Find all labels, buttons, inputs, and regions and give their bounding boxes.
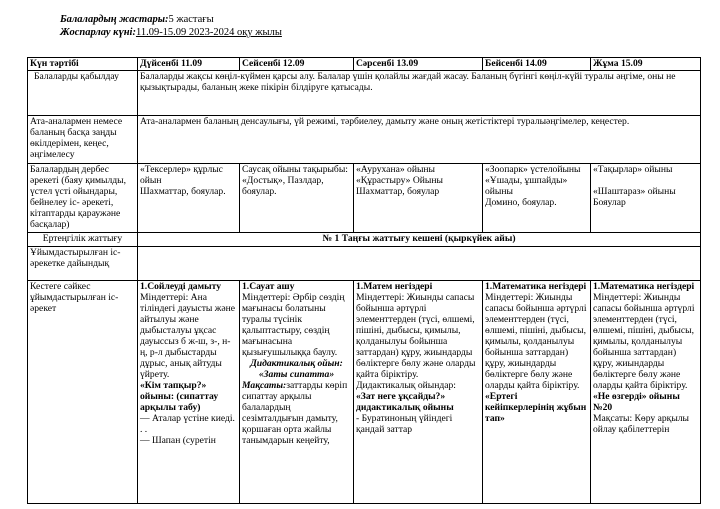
activity-line: — Аталар үстіне киеді. . . xyxy=(140,413,235,435)
activity-title: 1.Сойлеуді дамыту xyxy=(140,281,222,292)
age-label: Балалардың жастары: xyxy=(60,14,169,25)
row-label: Ұйымдастырылған іс-әрекетке дайындық xyxy=(28,247,138,281)
row-empty xyxy=(138,247,701,281)
activity-line: — Шапан (суретін xyxy=(140,435,216,446)
cell-thursday: «Зоопарк» үстелойыны «Ұшады, ұшпайды» ойыны Домино, бояулар. xyxy=(483,164,591,233)
row-parents xyxy=(28,116,701,164)
activity-title: 1.Матем негіздері xyxy=(356,281,433,292)
goal-text: заттарды көріп сипаттау арқылы балалардың сезімталдығын дамыту, қоршаған орта жайлы танымдарын кеңейту, xyxy=(242,380,348,446)
cell-tuesday: Саусақ ойыны тақырыбы: «Достық», Пазлдар, бояулар. xyxy=(240,164,354,233)
activity-game: «Кім тапқыр?» ойыны: (сипаттау арқылы табу) xyxy=(140,380,219,413)
activity-body: Міндеттері: Жиынды сапасы бойынша әртүрлі элементтерден (түсі, өлшемі, пішіні, дыбысы, қимылы, қолданылуы бойынша заттардан) құру, жиындарды бөліктерге бөлу және оларды қайта біріктіру. xyxy=(485,292,587,391)
row-label: Ертеңгілік жаттығу xyxy=(28,233,138,247)
row-reception xyxy=(28,71,701,116)
row-text: № 1 Таңғы жаттығу кешені (қыркүйек айы) xyxy=(138,233,701,247)
activity-line: Мақсаты: Көру арқылы ойлау қабілеттерін xyxy=(593,413,689,435)
period-value: 11.09-15.09 2023-2024 оқу жылы xyxy=(135,27,282,38)
period-label: Жоспарлау күні: xyxy=(60,27,136,38)
activity-game: «Зат неге ұқсайды?» дидактикалық ойыны xyxy=(356,391,454,413)
row-label: Балаларды қабылдау xyxy=(28,71,138,116)
head-thursday: Бейсенбі 14.09 xyxy=(483,58,591,71)
head-wednesday: Сәрсенбі 13.09 xyxy=(354,58,483,71)
cell-friday: «Тақырлар» ойыны «Шаштараз» ойыны Бояулар xyxy=(591,164,701,233)
plan-table xyxy=(27,57,701,504)
head-friday: Жұма 15.09 xyxy=(591,58,701,71)
activity-line: - Буратиноның үйіндегі қандай заттар xyxy=(356,413,453,435)
activity-game: «Ертегі кейіпкерлерінің жұбын тап» xyxy=(485,391,587,424)
age-line xyxy=(60,14,214,26)
activity-game: «Не өзгерді» ойыны №20 xyxy=(593,391,680,413)
activity-body: Міндеттері: Әрбір сөздің мағынасы болатыны туралы түсінік қалыптастыру, сөздің мағынасына қызығушылыққа баулу. xyxy=(242,292,345,358)
goal-label: Мақсаты: xyxy=(242,380,287,391)
age-value: 5 жастағы xyxy=(168,14,214,25)
cell-monday xyxy=(138,281,240,504)
activity-title: 1.Математика негіздері xyxy=(485,281,587,292)
row-label: Балалардың дербес әрекеті (баяу қимылды, үстел үсті ойындары, бейнелеу іс- әрекеті, кітаптарды қараужәне басқалар) xyxy=(28,164,138,233)
row-exercise xyxy=(28,233,701,247)
activity-body: Міндеттері: Жиынды сапасы бойынша әртүрлі элементтерден (түсі, өлшемі, пішіні, дыбысы, қимылы, қолданылуы бойынша заттардан) құру, жиындарды бөліктерге бөлу және оларды қайта біріктіру. Дидактикалық ойындар: xyxy=(356,292,476,391)
cell-monday: «Тексерлер» құрлыс ойын Шахматтар, бояулар. xyxy=(138,164,240,233)
head-schedule: Күн тәртібі xyxy=(28,58,138,71)
cell-friday xyxy=(591,281,701,504)
head-tuesday: Сейсенбі 12.09 xyxy=(240,58,354,71)
row-label: Кестеге сәйкес ұйымдастырылған іс-әрекет xyxy=(28,281,138,504)
cell-wednesday: «Аурухана» ойыны «Құрастыру» Ойыны Шахматтар, бояулар xyxy=(354,164,483,233)
period-line xyxy=(60,27,282,39)
row-independent xyxy=(28,164,701,233)
activity-title: 1.Математика негіздері xyxy=(593,281,695,292)
row-preparation xyxy=(28,247,701,281)
activity-title: 1.Сауат ашу xyxy=(242,281,295,292)
activity-body: Міндеттері: Жиынды сапасы бойынша әртүрлі элементтерден (түсі, өлшемі, пішіні, дыбысы, қимылы, қолданылуы бойынша заттардан) құру, жиындарды бөліктерге бөлу және оларды қайта біріктіру. xyxy=(593,292,695,391)
cell-tuesday xyxy=(240,281,354,504)
cell-wednesday xyxy=(354,281,483,504)
activity-body: Міндеттері: Ана тіліндегі дауысты және айтылуы және дыбысталуы ұқсас дауыссыз б ж-ш, з-, н-ң, р-л дыбыстарды дұрыс, анық айтуды үйрету. xyxy=(140,292,236,380)
cell-thursday xyxy=(483,281,591,504)
row-label: Ата-аналармен немесе баланың басқа заңды өкілдерімен, кеңес, әңгімелесу xyxy=(28,116,138,164)
head-monday: Дүйсенбі 11.09 xyxy=(138,58,240,71)
activity-game: Дидактикалық ойын: «Заты сипатта» xyxy=(250,358,343,380)
row-activities xyxy=(28,281,701,504)
table-header-row xyxy=(28,58,701,71)
row-text: Ата-аналармен баланың денсаулығы, үй режимі, тәрбиелеу, дамыту және оның жетістіктері туралыәңгімелер, кеңестер. xyxy=(138,116,701,164)
row-text: Балаларды жақсы көңіл-күймен қарсы алу. Балалар үшін қолайлы жағдай жасау. Баланың бүгінгі көңіл-күйі туралы әңгіме, оны не қызықтырады, баланың жеке пікірін білдіруге қатысады. xyxy=(138,71,701,116)
